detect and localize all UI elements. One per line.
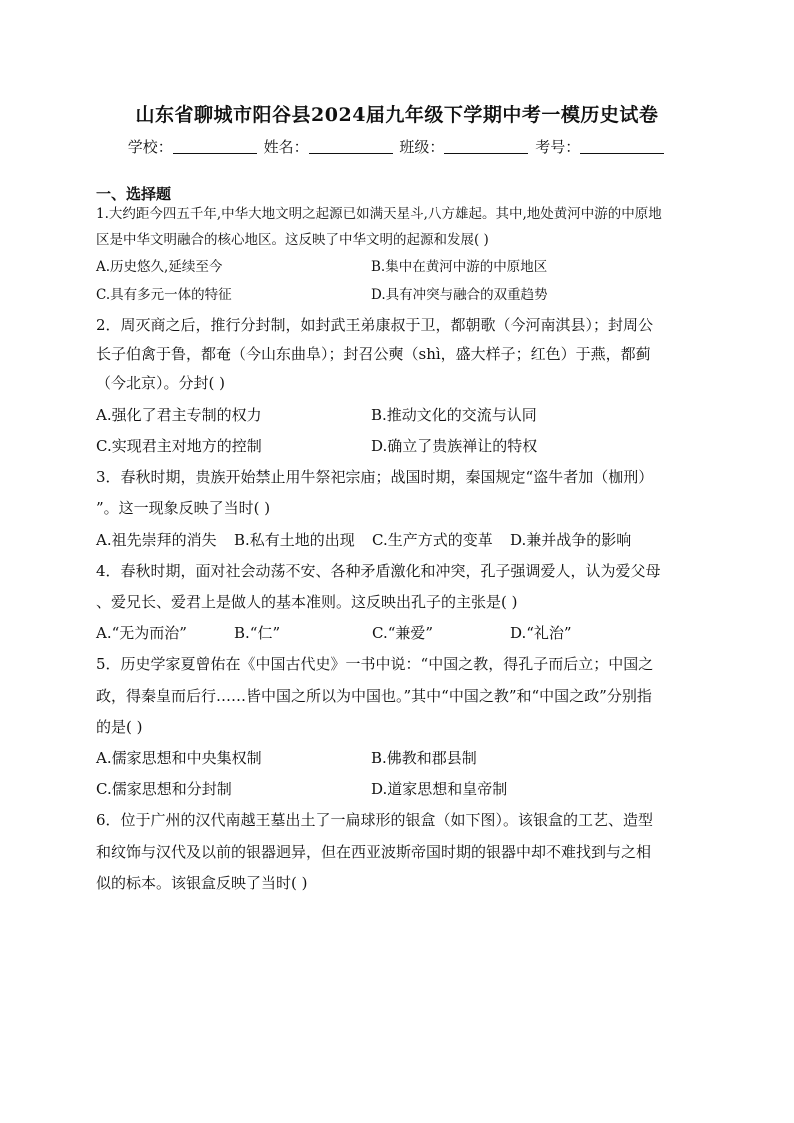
class-blank[interactable] — [444, 139, 528, 154]
q4-option-d[interactable]: D.“礼治” — [510, 624, 572, 642]
q2-option-b[interactable]: B.推动文化的交流与认同 — [371, 406, 537, 424]
q1-option-a[interactable]: A.历史悠久,延续至今 — [96, 259, 223, 275]
q4-stem-line: 、爱兄长、爱君上是做人的基本准则。这反映出孔子的主张是( ) — [96, 593, 518, 611]
q5-option-d[interactable]: D.道家思想和皇帝制 — [371, 780, 508, 798]
q4-option-c[interactable]: C.“兼爱” — [372, 624, 434, 642]
exam-number-blank[interactable] — [580, 139, 664, 154]
q1-option-c[interactable]: C.具有多元一体的特征 — [96, 287, 232, 303]
q3-stem-line: ”。这一现象反映了当时( ) — [96, 499, 271, 517]
q2-stem-line: 长子伯禽于鲁，都奄（今山东曲阜）；封召公奭（shì，盛大样子；红色）于燕，都蓟 — [96, 345, 651, 363]
school-label: 学校： — [127, 138, 173, 156]
q1-option-d[interactable]: D.具有冲突与融合的双重趋势 — [371, 287, 548, 303]
q5-stem-line: 政，得秦皇而后行……皆中国之所以为中国也。”其中“中国之教”和“中国之政”分别指 — [96, 687, 652, 705]
exam-number-label: 考号： — [535, 138, 581, 156]
q1-option-b[interactable]: B.集中在黄河中游的中原地区 — [371, 259, 548, 275]
q6-stem-line: 似的标本。该银盒反映了当时( ) — [96, 874, 308, 892]
q2-option-d[interactable]: D.确立了贵族禅让的特权 — [371, 437, 538, 455]
q6-stem-line: 6．位于广州的汉代南越王墓出土了一扁球形的银盒（如下图）。该银盒的工艺、造型 — [96, 811, 654, 829]
q2-option-a[interactable]: A.强化了君主专制的权力 — [96, 406, 262, 424]
school-blank[interactable] — [173, 139, 257, 154]
q3-option-c[interactable]: C.生产方式的变革 — [372, 531, 493, 549]
section-title: 一、选择题 — [96, 185, 172, 203]
q3-option-d[interactable]: D.兼并战争的影响 — [510, 531, 632, 549]
q5-option-c[interactable]: C.儒家思想和分封制 — [96, 780, 232, 798]
student-info-line — [0, 136, 794, 157]
q5-stem-line: 的是( ) — [96, 718, 143, 736]
q3-option-a[interactable]: A.祖先崇拜的消失 — [96, 531, 217, 549]
q4-option-b[interactable]: B.“仁” — [234, 624, 281, 642]
q5-option-b[interactable]: B.佛教和郡县制 — [371, 749, 477, 767]
q2-stem-line: （今北京）。分封( ) — [96, 374, 225, 392]
name-label: 姓名： — [263, 138, 309, 156]
q3-stem-line: 3．春秋时期，贵族开始禁止用牛祭祀宗庙；战国时期，秦国规定“盗牛者加（枷刑） — [96, 468, 654, 486]
q4-stem-line: 4．春秋时期，面对社会动荡不安、各种矛盾激化和冲突，孔子强调爱人，认为爱父母 — [96, 562, 661, 580]
name-blank[interactable] — [309, 139, 393, 154]
q1-stem-line: 区是中华文明融合的核心地区。这反映了中华文明的起源和发展( ) — [96, 232, 489, 248]
q2-stem-line: 2．周灭商之后，推行分封制，如封武王弟康叔于卫，都朝歌（今河南淇县）；封周公 — [96, 316, 654, 334]
q5-option-a[interactable]: A.儒家思想和中央集权制 — [96, 749, 262, 767]
q3-option-b[interactable]: B.私有土地的出现 — [234, 531, 355, 549]
q2-option-c[interactable]: C.实现君主对地方的控制 — [96, 437, 262, 455]
q1-stem-line: 1.大约距今四五千年,中华大地文明之起源已如满天星斗,八方雄起。其中,地处黄河中游的中原地 — [96, 206, 662, 222]
class-label: 班级： — [399, 138, 445, 156]
q5-stem-line: 5．历史学家夏曾佑在《中国古代史》一书中说：“中国之教，得孔子而后立；中国之 — [96, 655, 654, 673]
exam-title: 山东省聊城市阳谷县2024届九年级下学期中考一模历史试卷 — [135, 104, 659, 126]
q6-stem-line: 和纹饰与汉代及以前的银器迥异，但在西亚波斯帝国时期的银器中却不难找到与之相 — [96, 843, 652, 861]
q4-option-a[interactable]: A.“无为而治” — [96, 624, 187, 642]
